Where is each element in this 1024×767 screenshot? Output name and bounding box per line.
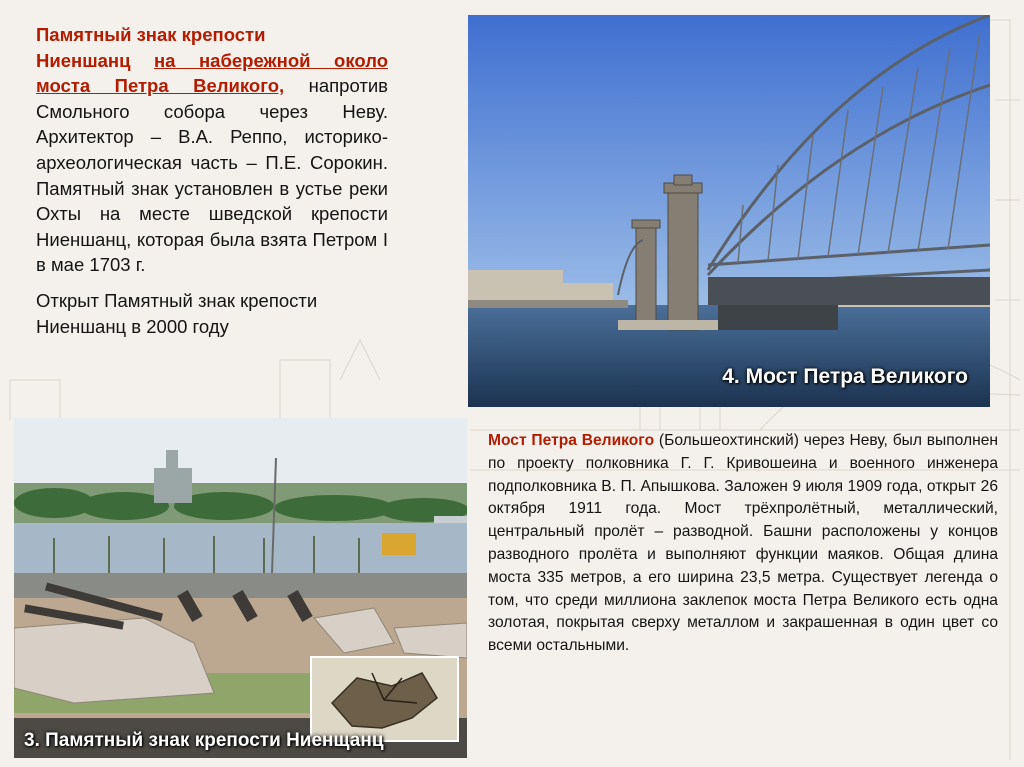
monument-location: на набережной около моста Петра Великого, bbox=[36, 49, 388, 97]
monument-title: Памятный знак крепости bbox=[36, 24, 266, 45]
monument-title-line2: Ниеншанц bbox=[36, 49, 154, 71]
monument-opened: Открыт Памятный знак крепости Ниеншанц в 2000 году bbox=[36, 289, 318, 337]
monument-caption: 3. Памятный знак крепости Ниенщанц bbox=[24, 730, 384, 751]
monument-description bbox=[36, 22, 388, 278]
bridge-caption: 4. Мост Петра Великого bbox=[722, 365, 968, 388]
monument-body: напротив Смольного собора через Неву. Архитектор – В.А. Реппо, историко-археологическая часть – П.Е. Сорокин. Памятный знак установлен в устье реки Охты на месте шведской крепости Ниеншанц, которая была взята Петром I в мае 1703 г. bbox=[36, 75, 388, 276]
bridge-body: (Большеохтинский) через Неву, был выполнен по проекту полковника Г. Г. Кривошеина и военного инженера подполковника В. П. Апышкова. Заложен 9 июля 1909 года, открыт 26 октября 1911 года. Мост трёхпролётный, металлический, центральный пролёт – разводной. Башни расположены у концов разводного пролёта и выполняют функции маяков. Общая длина моста 335 метров, а его ширина 23,5 метра. Существует легенда о том, что среди миллиона заклепок моста Петра Великого есть одна золотая, покрытая сверху металлом и закрашенная в один цвет со всеми остальными. bbox=[488, 432, 998, 655]
monument-photo bbox=[14, 418, 467, 758]
bridge-text-block bbox=[488, 430, 998, 658]
bridge-photo bbox=[468, 15, 990, 407]
bridge-title: Мост Петра Великого bbox=[488, 432, 655, 449]
left-text-block bbox=[36, 22, 388, 339]
bridge-description bbox=[488, 430, 998, 658]
